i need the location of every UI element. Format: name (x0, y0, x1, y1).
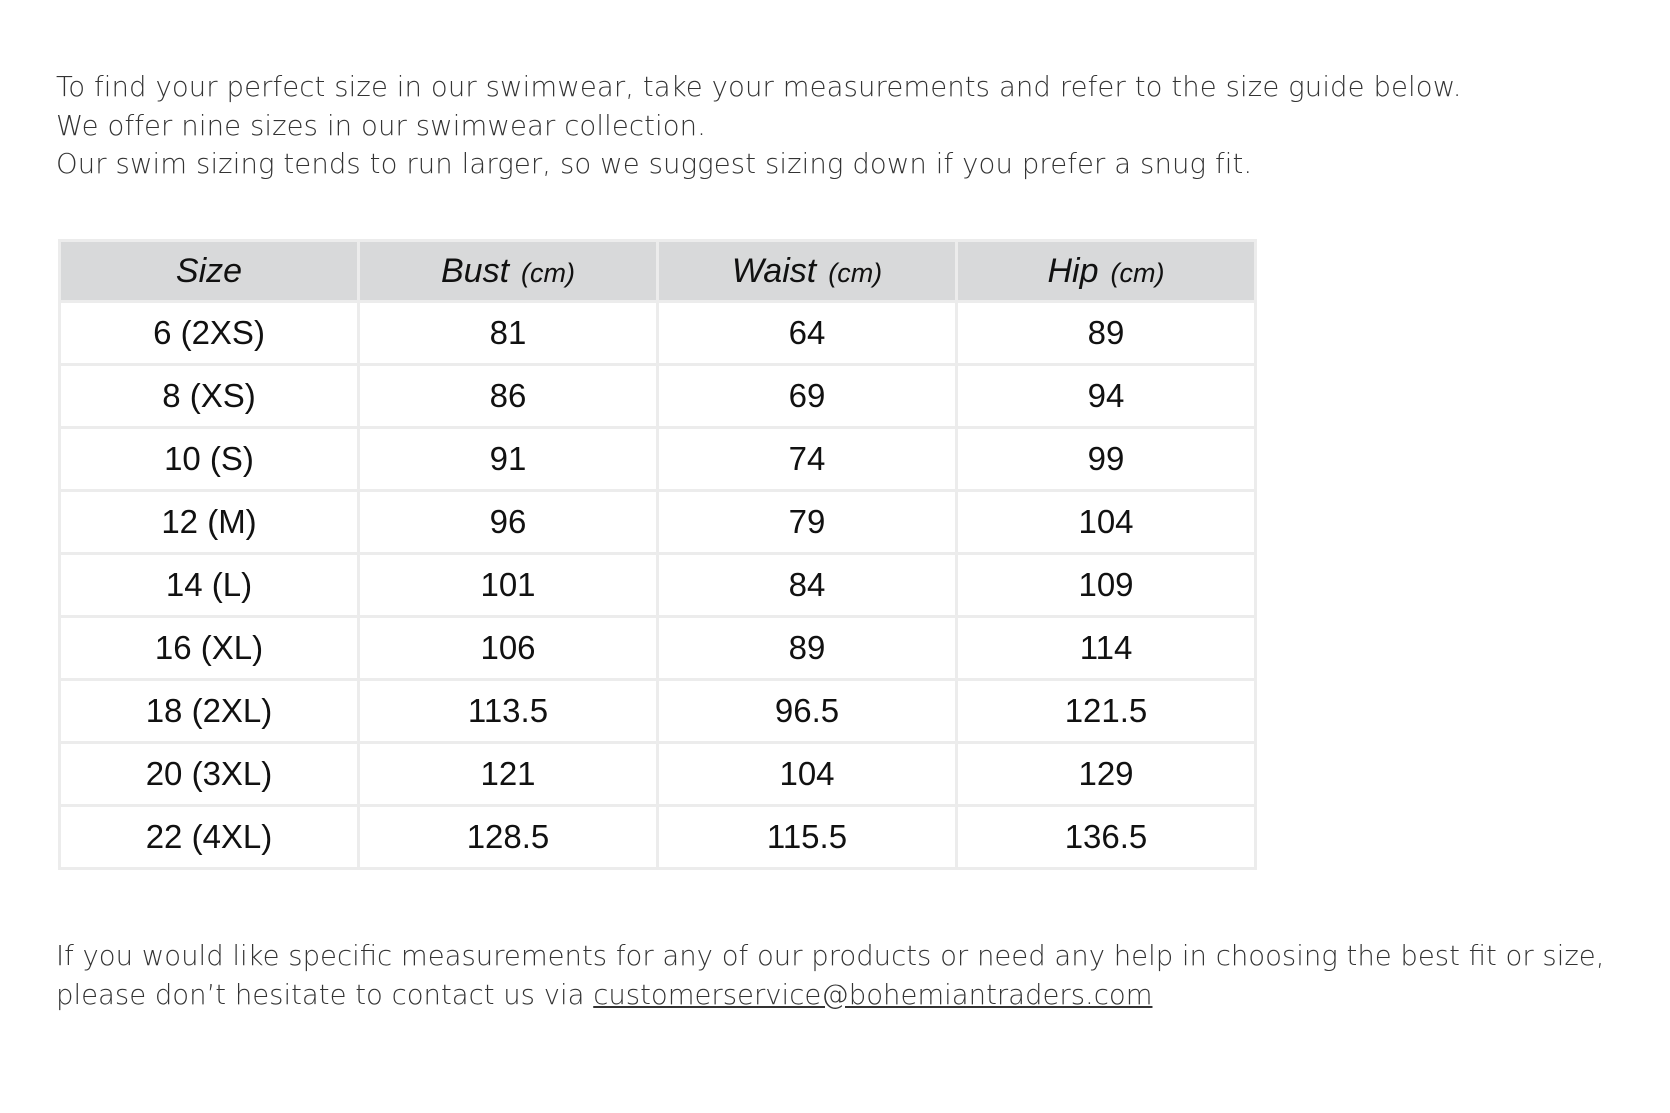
bust-cell: 128.5 (359, 806, 658, 869)
column-header-waist (658, 241, 957, 302)
waist-cell: 89 (658, 617, 957, 680)
table-row (60, 428, 1256, 491)
hip-cell: 94 (957, 365, 1256, 428)
column-header-label: Bust (440, 251, 510, 290)
intro-line: Our swim sizing tends to run larger, so we suggest sizing down if you prefer a snug fit. (56, 148, 1253, 180)
table-header-row (60, 241, 1256, 302)
bust-cell: 101 (359, 554, 658, 617)
waist-cell: 79 (658, 491, 957, 554)
column-header-unit: (cm) (521, 257, 576, 288)
customer-service-email-link[interactable]: customerservice@bohemiantraders.com (593, 978, 1153, 1011)
size-guide-table (58, 239, 1257, 870)
waist-cell: 84 (658, 554, 957, 617)
bust-cell: 86 (359, 365, 658, 428)
table-row (60, 617, 1256, 680)
table-row (60, 302, 1256, 365)
hip-cell: 104 (957, 491, 1256, 554)
table-row (60, 743, 1256, 806)
hip-cell: 121.5 (957, 680, 1256, 743)
waist-cell: 104 (658, 743, 957, 806)
table-row (60, 680, 1256, 743)
hip-cell: 89 (957, 302, 1256, 365)
column-header-size (60, 241, 359, 302)
intro-line: We offer nine sizes in our swimwear collection. (56, 109, 706, 142)
waist-cell: 96.5 (658, 680, 957, 743)
bust-cell: 81 (359, 302, 658, 365)
size-cell: 20 (3XL) (60, 743, 359, 806)
bust-cell: 113.5 (359, 680, 658, 743)
column-header-bust (359, 241, 658, 302)
hip-cell: 109 (957, 554, 1256, 617)
size-cell: 16 (XL) (60, 617, 359, 680)
bust-cell: 106 (359, 617, 658, 680)
hip-cell: 99 (957, 428, 1256, 491)
column-header-label: Waist (731, 251, 817, 290)
column-header-unit: (cm) (1110, 257, 1165, 288)
size-cell: 18 (2XL) (60, 680, 359, 743)
waist-cell: 115.5 (658, 806, 957, 869)
size-cell: 14 (L) (60, 554, 359, 617)
hip-cell: 129 (957, 743, 1256, 806)
size-cell: 6 (2XS) (60, 302, 359, 365)
column-header-hip (957, 241, 1256, 302)
table-row (60, 554, 1256, 617)
size-cell: 22 (4XL) (60, 806, 359, 869)
table-row (60, 806, 1256, 869)
intro-line: To find your perfect size in our swimwear, take your measurements and refer to the size guide below. (56, 71, 1462, 103)
column-header-label: Size (175, 251, 243, 290)
bust-cell: 96 (359, 491, 658, 554)
contact-prefix: please don’t hesitate to contact us via (56, 978, 594, 1011)
bust-cell: 121 (359, 743, 658, 806)
column-header-unit: (cm) (828, 257, 883, 288)
size-cell: 8 (XS) (60, 365, 359, 428)
size-cell: 10 (S) (60, 428, 359, 491)
waist-cell: 74 (658, 428, 957, 491)
hip-cell: 114 (957, 617, 1256, 680)
size-cell: 12 (M) (60, 491, 359, 554)
waist-cell: 64 (658, 302, 957, 365)
contact-line: If you would like specific measurements for any of our products or need any help in choosing the best fit or size, (56, 940, 1605, 972)
waist-cell: 69 (658, 365, 957, 428)
contact-note (56, 937, 1604, 1014)
hip-cell: 136.5 (957, 806, 1256, 869)
bust-cell: 91 (359, 428, 658, 491)
contact-line (56, 976, 1604, 1015)
table-row (60, 365, 1256, 428)
column-header-label: Hip (1047, 251, 1099, 290)
intro-text (56, 68, 1462, 184)
table-row (60, 491, 1256, 554)
